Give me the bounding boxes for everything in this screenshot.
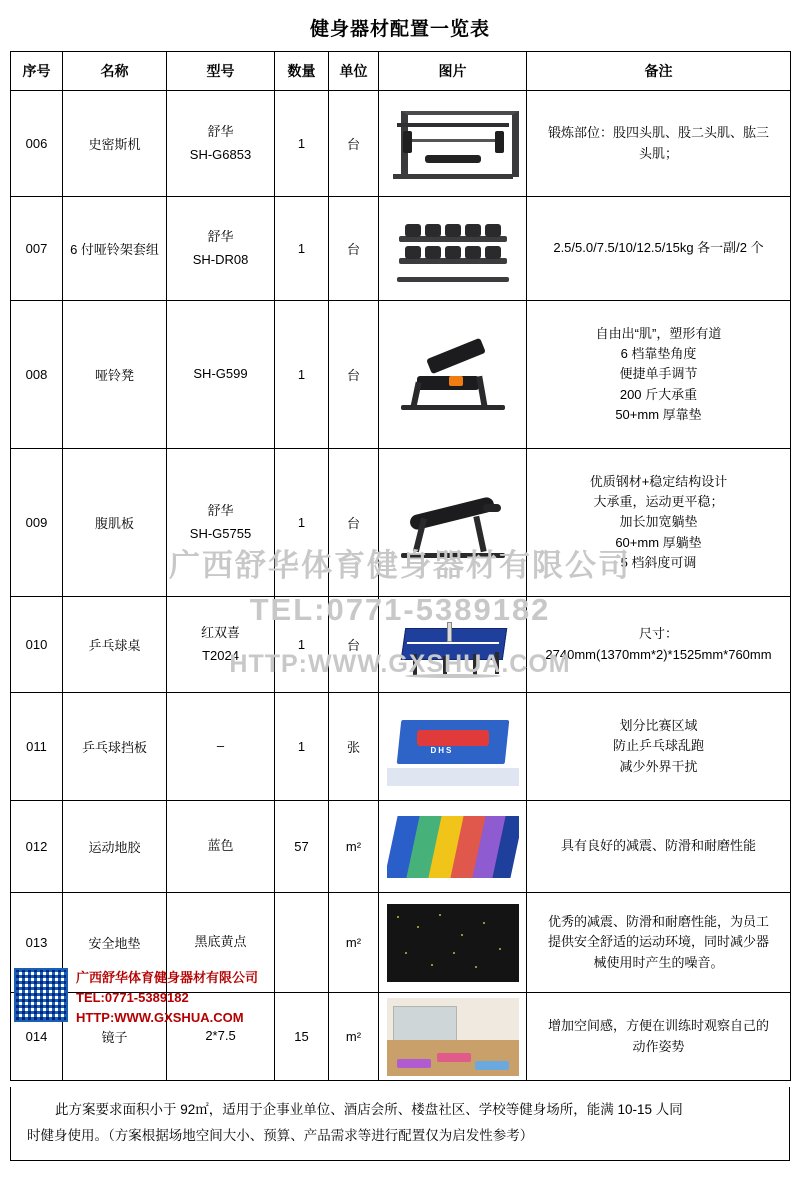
cell-unit: 张 [329,693,379,801]
cell-remark [527,197,791,301]
cell-qty: 1 [275,449,329,597]
cell-qty: 15 [275,993,329,1081]
stamp-website: HTTP:WWW.GXSHUA.COM [76,1010,244,1026]
cell-remark [527,449,791,597]
model-line: 蓝色 [207,838,234,854]
cell-no: 013 [11,893,63,993]
column-header-unit: 单位 [329,52,379,91]
cell-image [379,801,527,893]
table-row [11,893,791,993]
cell-no: 011 [11,693,63,801]
model-line: SH-G5755 [189,525,252,541]
table-row [11,301,791,449]
cell-remark [527,597,791,693]
footer-line: 时健身使用。（方案根据场地空间大小、预算、产品需求等进行配置仅为启发性参考） [27,1127,534,1143]
smith-machine-photo [387,105,519,183]
remark-line: 6 档靠垫角度 [620,346,697,362]
footer-note [10,1087,790,1161]
column-header-no: 序号 [11,52,63,91]
cell-no: 007 [11,197,63,301]
remark-line: 优秀的减震、防滑和耐磨性能，为员工 [547,914,769,930]
cell-model [167,91,275,197]
column-header-model: 型号 [167,52,275,91]
remark-line: 防止乒乓球乱跑 [612,738,704,754]
model-line: 舒华 [207,229,234,245]
cell-image [379,301,527,449]
model-line: SH-DR08 [192,251,249,267]
cell-image [379,597,527,693]
remark-line: 60+mm 厚躺垫 [615,534,702,550]
cell-name: 6 付哑铃架套组 [63,197,167,301]
remark-line: 加长加宽躺垫 [619,514,698,530]
watermark-tel: TEL:0771-5389182 [249,592,551,627]
dumbbell-rack-photo [387,210,519,288]
footer-line: 此方案要求面积小于 92㎡，适用于企事业单位、酒店会所、楼盘社区、学校等健身场所，能满 10-15 人同 [55,1102,683,1117]
table-tennis-table-photo [387,606,519,684]
cell-unit: m² [329,801,379,893]
cell-model [167,993,275,1081]
remark-line: 2.5/5.0/7.5/10/12.5/15kg 各一副/2 个 [553,240,764,256]
cell-qty: 57 [275,801,329,893]
watermark-company: 广西舒华体育健身器材有限公司 [169,548,631,583]
cell-remark [527,893,791,993]
column-header-image: 图片 [379,52,527,91]
remark-line: 划分比赛区域 [619,718,698,734]
column-header-name: 名称 [63,52,167,91]
cell-remark [527,91,791,197]
cell-model [167,693,275,801]
model-line: 2*7.5 [205,1028,236,1044]
table-tennis-barrier-photo: DHS [387,708,519,786]
cell-name: 乒乓球挡板 [63,693,167,801]
column-header-remark: 备注 [527,52,791,91]
table-header-row [11,52,791,91]
cell-remark [527,993,791,1081]
cell-image [379,893,527,993]
cell-unit: 台 [329,301,379,449]
cell-no: 010 [11,597,63,693]
cell-name: 腹肌板 [63,449,167,597]
remark-line: 自由出“肌”，塑形有道 [595,326,722,342]
table-row [11,449,791,597]
cell-name: 镜子 [63,993,167,1081]
remark-line: 尺寸： [638,626,678,642]
remark-line: 提供安全舒适的运动环境，同时减少器 [547,934,769,950]
cell-image [379,993,527,1081]
remark-line: 头肌； [638,145,678,161]
cell-image [379,91,527,197]
model-line: SH-G6853 [189,146,252,162]
adjustable-bench-photo [387,336,519,414]
watermark-website: HTTP:WWW.GXSHUA.COM [229,650,571,678]
column-header-qty: 数量 [275,52,329,91]
cell-qty: 1 [275,197,329,301]
table-row [11,197,791,301]
remark-line: 械使用时产生的噪音。 [593,954,724,970]
remark-line: 200 斤大承重 [619,386,698,402]
rubber-safety-mat-photo [387,904,519,982]
table-row [11,801,791,893]
cell-model [167,597,275,693]
remark-line: 动作姿势 [632,1038,685,1054]
cell-name: 乒乓球桌 [63,597,167,693]
model-line: – [216,738,225,754]
table-row [11,91,791,197]
cell-unit: 台 [329,597,379,693]
remark-line: 5 档斜度可调 [620,554,697,570]
remark-line: 增加空间感，方便在训练时观察自己的 [547,1018,769,1034]
remark-line: 2740mm(1370mm*2)*1525mm*760mm [545,646,772,662]
remark-line: 优质钢材+稳定结构设计 [589,474,728,490]
cell-qty [275,893,329,993]
remark-line: 50+mm 厚靠垫 [615,406,702,422]
cell-model [167,449,275,597]
remark-line: 便捷单手调节 [619,366,698,382]
remark-line: 锻炼部位：股四头肌、股二头肌、肱三 [547,125,769,141]
page-title: 健身器材配置一览表 [309,19,490,40]
remark-line: 减少外界干扰 [619,758,698,774]
cell-model [167,893,275,993]
cell-unit: 台 [329,449,379,597]
table-row [11,693,791,801]
cell-model [167,301,275,449]
cell-name: 运动地胶 [63,801,167,893]
model-line: SH-G599 [193,366,248,382]
cell-image [379,449,527,597]
cell-model [167,801,275,893]
cell-remark [527,301,791,449]
model-line: T2024 [202,647,239,663]
sports-flooring-photo [387,808,519,886]
cell-unit: 台 [329,91,379,197]
cell-no: 012 [11,801,63,893]
cell-remark [527,801,791,893]
cell-unit: m² [329,993,379,1081]
cell-no: 009 [11,449,63,597]
model-line: 舒华 [207,503,234,519]
cell-image [379,197,527,301]
cell-qty: 1 [275,693,329,801]
cell-no: 006 [11,91,63,197]
cell-name: 哑铃凳 [63,301,167,449]
cell-model [167,197,275,301]
stamp-tel: TEL:0771-5389182 [76,990,189,1006]
cell-no: 014 [11,993,63,1081]
cell-remark [527,693,791,801]
stamp-company: 广西舒华体育健身器材有限公司 [76,970,259,985]
cell-qty: 1 [275,91,329,197]
cell-unit: m² [329,893,379,993]
model-line: 舒华 [207,124,234,140]
remark-line: 具有良好的减震、防滑和耐磨性能 [560,838,756,854]
cell-no: 008 [11,301,63,449]
table-row [11,993,791,1081]
model-line: 红双喜 [200,625,240,641]
table-row [11,597,791,693]
equipment-table [10,51,791,1081]
sit-up-bench-photo [387,484,519,562]
cell-qty: 1 [275,597,329,693]
remark-line: 大承重，运动更平稳； [593,494,724,510]
model-line: 黑底黄点 [194,934,247,950]
cell-name: 安全地垫 [63,893,167,993]
cell-qty: 1 [275,301,329,449]
mirror-wall-photo [387,998,519,1076]
cell-image [379,693,527,801]
cell-name: 史密斯机 [63,91,167,197]
cell-unit: 台 [329,197,379,301]
